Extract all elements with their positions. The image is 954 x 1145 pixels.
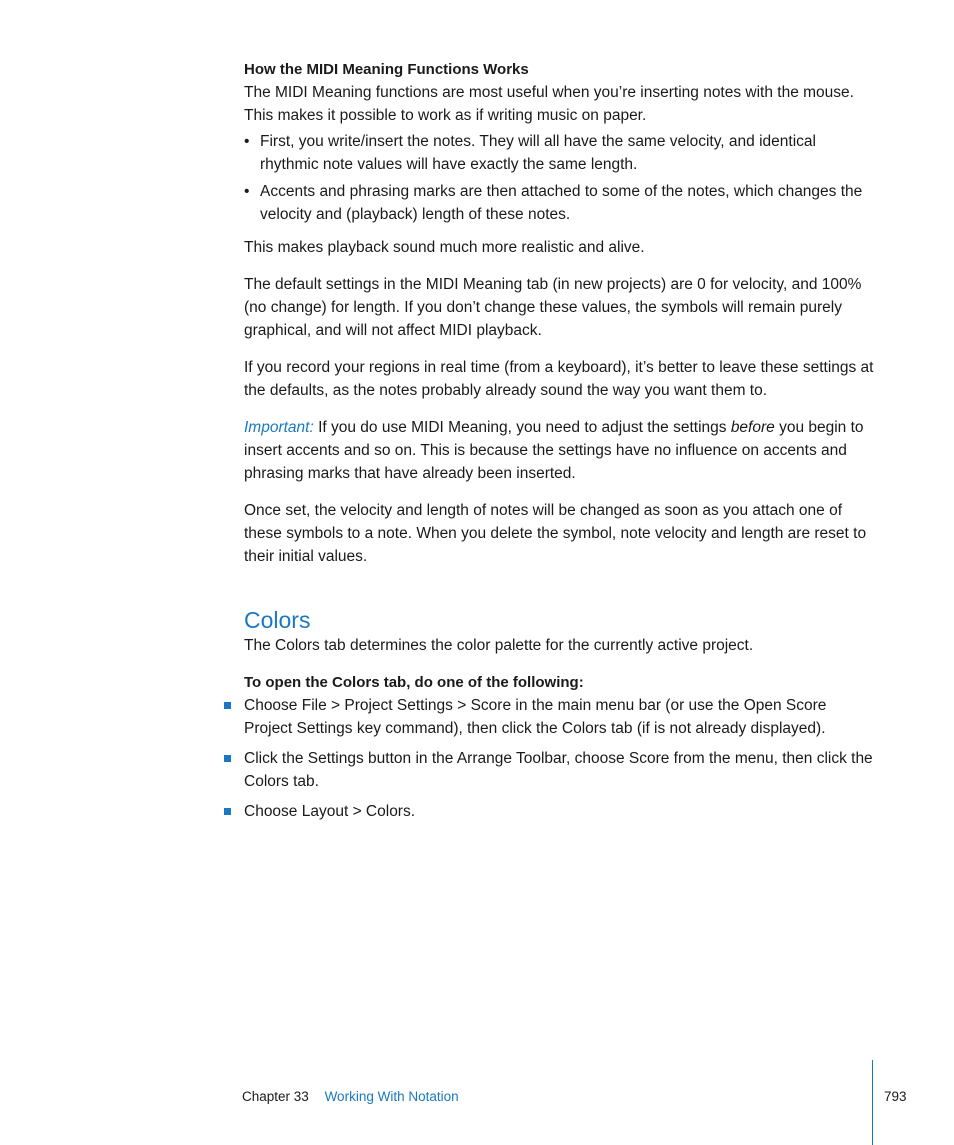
- square-bullet-icon: [224, 808, 231, 815]
- bullet-list: [244, 130, 874, 226]
- chapter-label: Chapter 33: [242, 1089, 309, 1104]
- list-item-text: Click the Settings button in the Arrange Toolbar, choose Score from the menu, then click the Colors tab.: [244, 750, 873, 790]
- list-item-text: Choose File > Project Settings > Score in the main menu bar (or use the Open Score Project Settings key command), then click the Colors tab (if is not already displayed).: [244, 697, 827, 737]
- list-item-text: Choose Layout > Colors.: [244, 803, 416, 820]
- bullet-marker: •: [244, 183, 250, 200]
- important-note: [244, 416, 874, 485]
- body-paragraph: The default settings in the MIDI Meaning tab (in new projects) are 0 for velocity, and 100% (no change) for length. If you don’t change these values, the symbols will remain purely graphical, and will not affect MIDI playback.: [244, 276, 862, 339]
- page-number: 793: [884, 1089, 907, 1104]
- intro-paragraph: The MIDI Meaning functions are most useful when you’re inserting notes with the mouse. This makes it possible to work as if writing music on paper.: [244, 84, 854, 124]
- section-title: Colors: [244, 607, 311, 633]
- footer-divider: [872, 1060, 873, 1145]
- square-bullet-icon: [224, 755, 231, 762]
- list-item: [244, 800, 874, 823]
- section-intro: The Colors tab determines the color palette for the currently active project.: [244, 637, 754, 654]
- important-text-b: you begin to insert accents and so on. This is because the settings have no influence on accents and phrasing marks that have already been inserted.: [244, 419, 864, 482]
- chapter-title-link[interactable]: Working With Notation: [324, 1089, 459, 1104]
- body-paragraph: Once set, the velocity and length of notes will be changed as soon as you attach one of these symbols to a note. When you delete the symbol, note velocity and length are reset to their initial values.: [244, 502, 867, 565]
- task-heading: To open the Colors tab, do one of the following:: [244, 674, 584, 691]
- list-item-text: First, you write/insert the notes. They will all have the same velocity, and identical rhythmic note values will have exactly the same length.: [260, 133, 816, 173]
- important-text-a: If you do use MIDI Meaning, you need to adjust the settings: [313, 419, 731, 436]
- main-content: [244, 58, 874, 830]
- square-bullet-icon: [224, 702, 231, 709]
- list-item: [244, 180, 874, 226]
- body-paragraph: This makes playback sound much more realistic and alive.: [244, 239, 645, 256]
- important-label: Important:: [244, 419, 314, 436]
- steps-list: [244, 694, 874, 823]
- important-emphasis: before: [730, 419, 775, 436]
- page-footer: [242, 1088, 459, 1106]
- list-item-text: Accents and phrasing marks are then attached to some of the notes, which changes the velocity and (playback) length of these notes.: [260, 183, 863, 223]
- body-paragraph: If you record your regions in real time (from a keyboard), it’s better to leave these settings at the defaults, as the notes probably already sound the way you want them to.: [244, 359, 874, 399]
- list-item: [244, 747, 874, 793]
- section-subheading: How the MIDI Meaning Functions Works: [244, 61, 529, 78]
- list-item: [244, 130, 874, 176]
- list-item: [244, 694, 874, 740]
- bullet-marker: •: [244, 133, 250, 150]
